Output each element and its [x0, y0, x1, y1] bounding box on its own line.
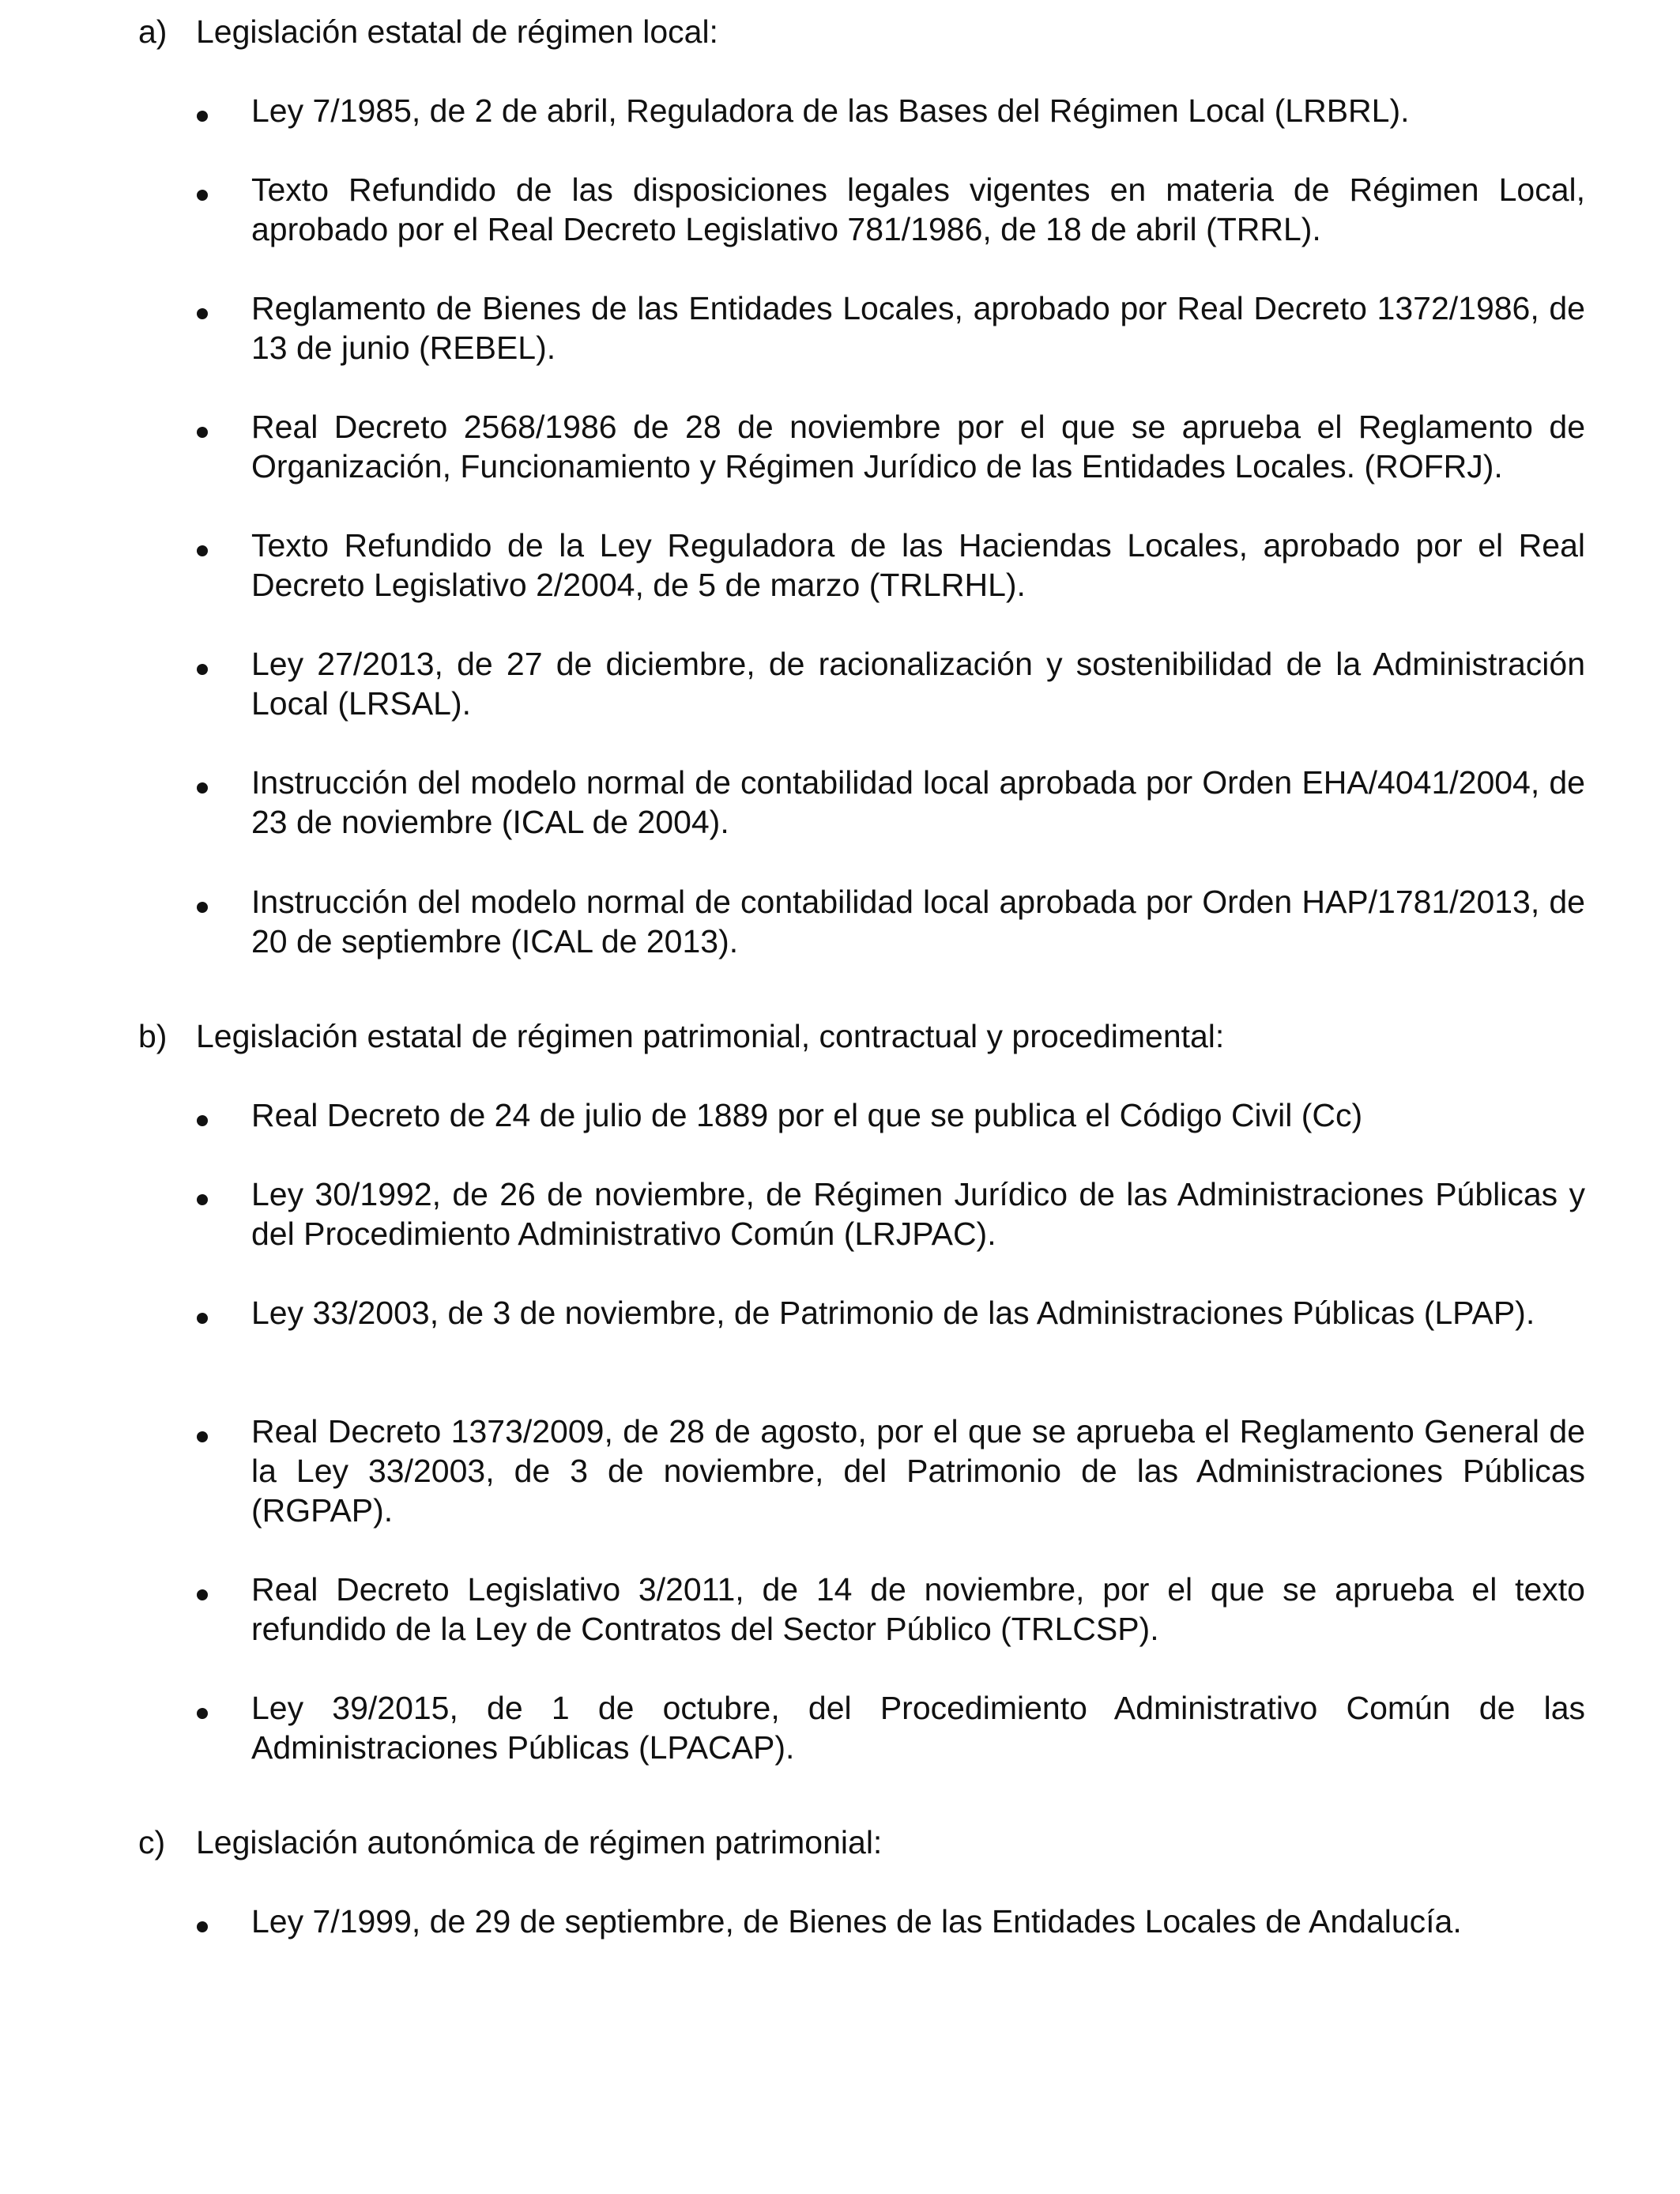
bullet-icon [197, 1589, 208, 1600]
bullet-icon [197, 782, 208, 794]
bullet-icon [197, 1313, 208, 1324]
section-marker: a) [138, 13, 168, 50]
bullet-icon [197, 1194, 208, 1205]
section-marker: c) [138, 1824, 166, 1860]
list-item-text: Real Decreto Legislativo 3/2011, de 14 de noviembre, por el que se aprueba el texto refundido de la Ley de Contratos del Sector Público (TRLCSP). [251, 1571, 1585, 1647]
list-item-text: Instrucción del modelo normal de contabilidad local aprobada por Orden HAP/1781/2013, de 20 de septiembre (ICAL de 2013). [251, 884, 1585, 959]
list-item-text: Ley 30/1992, de 26 de noviembre, de Régimen Jurídico de las Administraciones Públicas y del Procedimiento Administrativo Común (LRJPAC). [251, 1176, 1585, 1252]
list-item-text: Reglamento de Bienes de las Entidades Locales, aprobado por Real Decreto 1372/1986, de 13 de junio (REBEL). [251, 290, 1585, 366]
section-heading [138, 12, 1600, 51]
list-item-text: Ley 33/2003, de 3 de noviembre, de Patrimonio de las Administraciones Públicas (LPAP). [251, 1295, 1535, 1331]
section-marker: b) [138, 1018, 168, 1054]
section-heading [138, 1823, 1600, 1862]
bullet-icon [197, 308, 208, 319]
bullet-icon [197, 190, 208, 201]
list-item-text: Instrucción del modelo normal de contabilidad local aprobada por Orden EHA/4041/2004, de 23 de noviembre (ICAL de 2004). [251, 764, 1585, 840]
bullet-icon [197, 902, 208, 913]
bullet-icon [197, 1708, 208, 1719]
list-item-text: Texto Refundido de las disposiciones legales vigentes en materia de Régimen Local, aprobado por el Real Decreto Legislativo 781/1986, de 18 de abril (TRRL). [251, 172, 1585, 247]
section-title: Legislación estatal de régimen patrimonial, contractual y procedimental: [196, 1018, 1225, 1054]
list-item-text: Ley 7/1999, de 29 de septiembre, de Bienes de las Entidades Locales de Andalucía. [251, 1903, 1462, 1940]
bullet-icon [197, 1431, 208, 1442]
list-item-text: Real Decreto de 24 de julio de 1889 por el que se publica el Código Civil (Cc) [251, 1097, 1363, 1133]
bullet-icon [197, 111, 208, 122]
list-item-text: Real Decreto 1373/2009, de 28 de agosto, por el que se aprueba el Reglamento General de la Ley 33/2003, de 3 de noviembre, del Patrimonio de las Administraciones Públicas (RGPAP). [251, 1413, 1585, 1529]
list-item-text: Real Decreto 2568/1986 de 28 de noviembre por el que se aprueba el Reglamento de Organización, Funcionamiento y Régimen Jurídico de las Entidades Locales. (ROFRJ). [251, 409, 1585, 484]
list-item-text: Ley 39/2015, de 1 de octubre, del Procedimiento Administrativo Común de las Administraciones Públicas (LPACAP). [251, 1690, 1585, 1766]
list-item-text: Texto Refundido de la Ley Reguladora de las Haciendas Locales, aprobado por el Real Decreto Legislativo 2/2004, de 5 de marzo (TRLRHL). [251, 527, 1585, 603]
bullet-icon [197, 427, 208, 438]
bullet-icon [197, 1921, 208, 1932]
bullet-icon [197, 545, 208, 556]
list-item-text: Ley 7/1985, de 2 de abril, Reguladora de las Bases del Régimen Local (LRBRL). [251, 92, 1410, 129]
bullet-icon [197, 1115, 208, 1126]
bullet-icon [197, 664, 208, 675]
section-title: Legislación autonómica de régimen patrimonial: [196, 1824, 883, 1860]
section-heading [138, 1016, 1600, 1056]
list-item-text: Ley 27/2013, de 27 de diciembre, de racionalización y sostenibilidad de la Administración Local (LRSAL). [251, 646, 1585, 722]
section-title: Legislación estatal de régimen local: [196, 13, 718, 50]
